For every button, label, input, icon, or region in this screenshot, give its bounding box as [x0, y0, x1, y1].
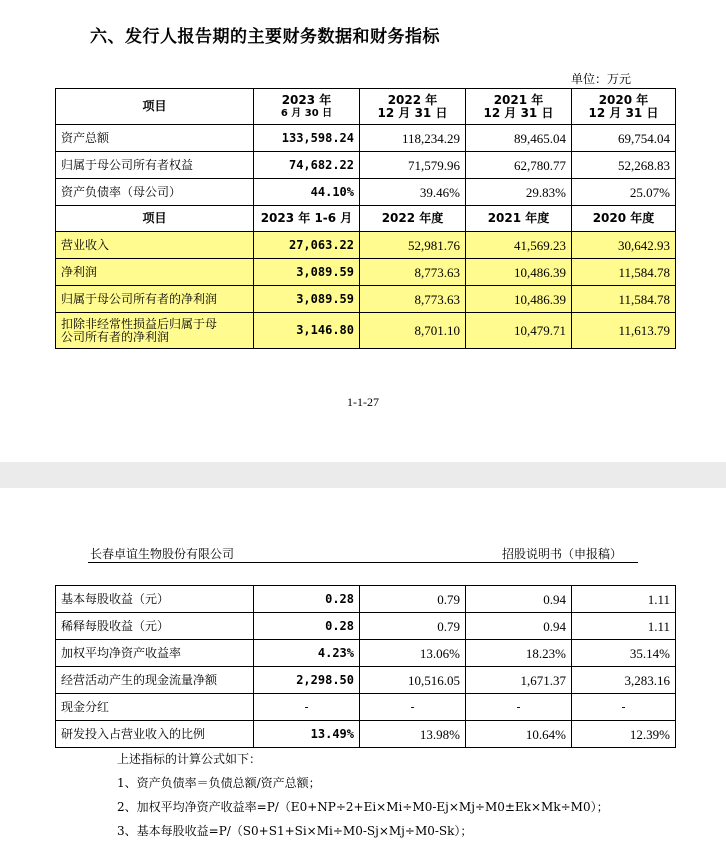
header-label: 项目 [56, 89, 254, 125]
cell-value: 8,773.63 [360, 286, 466, 313]
section-title: 六、发行人报告期的主要财务数据和财务指标 [90, 27, 440, 47]
header-date: 12 月 31 日 [483, 105, 554, 120]
cell-value: 41,569.23 [466, 232, 572, 259]
cell-value: 89,465.04 [466, 125, 572, 152]
cell-value: 3,089.59 [254, 286, 360, 313]
cell-value: 0.94 [466, 586, 572, 613]
table-row [56, 286, 676, 313]
cell-value: - [466, 694, 572, 721]
cell-value: 0.28 [254, 586, 360, 613]
page-gap [0, 462, 726, 488]
cell-value: 13.06% [360, 640, 466, 667]
table-row [56, 125, 676, 152]
header-cell [360, 89, 466, 125]
cell-value: 0.79 [360, 586, 466, 613]
row-label-line: 扣除非经常性损益后归属于母 [61, 316, 218, 331]
table-row [56, 179, 676, 206]
cell-value: 39.46% [360, 179, 466, 206]
cell-value: 27,063.22 [254, 232, 360, 259]
notes-intro: 上述指标的计算公式如下： [117, 752, 262, 766]
cell-value: 10,516.05 [360, 667, 466, 694]
row-label: 稀释每股收益（元） [56, 613, 254, 640]
row-label: 经营活动产生的现金流量净额 [56, 667, 254, 694]
cell-value: 1.11 [572, 613, 676, 640]
cell-value: 52,981.76 [360, 232, 466, 259]
page-number: 1-1-27 [347, 395, 379, 409]
cell-value: 10.64% [466, 721, 572, 748]
table-row [56, 313, 676, 349]
cell-value: 13.49% [254, 721, 360, 748]
cell-value: 69,754.04 [572, 125, 676, 152]
cell-value: 133,598.24 [254, 125, 360, 152]
document-type: 招股说明书（申报稿） [502, 547, 623, 561]
cell-value: 10,486.39 [466, 286, 572, 313]
cell-value: - [572, 694, 676, 721]
row-label: 归属于母公司所有者权益 [56, 152, 254, 179]
row-label: 净利润 [56, 259, 254, 286]
table-header-row [56, 89, 676, 125]
cell-value: 11,613.79 [572, 313, 676, 349]
header-year: 2020 年 [598, 92, 649, 107]
row-label: 资产负债率（母公司） [56, 179, 254, 206]
table-row [56, 694, 676, 721]
financial-indicator-table [55, 585, 676, 748]
cell-value: 35.14% [572, 640, 676, 667]
cell-value: 0.94 [466, 613, 572, 640]
cell-value: 25.07% [572, 179, 676, 206]
table-row [56, 259, 676, 286]
cell-value: 0.28 [254, 613, 360, 640]
cell-value: 11,584.78 [572, 259, 676, 286]
header-year: 2021 年 [493, 92, 544, 107]
cell-value: 1.11 [572, 586, 676, 613]
cell-value: 118,234.29 [360, 125, 466, 152]
cell-value: 10,479.71 [466, 313, 572, 349]
header-cell [254, 89, 360, 125]
subheader-cell: 2022 年度 [360, 206, 466, 232]
table-row [56, 613, 676, 640]
subheader-cell: 2023 年 1-6 月 [254, 206, 360, 232]
row-label: 现金分红 [56, 694, 254, 721]
header-year: 2023 年 [281, 92, 332, 107]
cell-value: 1,671.37 [466, 667, 572, 694]
cell-value: 13.98% [360, 721, 466, 748]
row-label-line: 公司所有者的净利润 [61, 329, 170, 344]
subheader-label: 项目 [56, 206, 254, 232]
table-row [56, 152, 676, 179]
cell-value: 29.83% [466, 179, 572, 206]
cell-value: 12.39% [572, 721, 676, 748]
row-label [56, 313, 254, 349]
cell-value: 71,579.96 [360, 152, 466, 179]
cell-value: 8,701.10 [360, 313, 466, 349]
cell-value: 10,486.39 [466, 259, 572, 286]
cell-value: 3,283.16 [572, 667, 676, 694]
subheader-cell: 2020 年度 [572, 206, 676, 232]
cell-value: 74,682.22 [254, 152, 360, 179]
cell-value: 3,146.80 [254, 313, 360, 349]
note-item: 2、加权平均净资产收益率=P/（E0+NP÷2+Ei×Mi÷M0-Ej×Mj÷M0±Ek×Mk÷M0）； [117, 800, 609, 814]
table-row [56, 586, 676, 613]
cell-value: 44.10% [254, 179, 360, 206]
unit-label: 单位：万元 [571, 72, 632, 86]
subheader-cell: 2021 年度 [466, 206, 572, 232]
cell-value: 2,298.50 [254, 667, 360, 694]
table-subheader-row [56, 206, 676, 232]
row-label: 加权平均净资产收益率 [56, 640, 254, 667]
financial-data-table [55, 88, 676, 349]
company-name: 长春卓谊生物股份有限公司 [90, 547, 235, 561]
row-label: 资产总额 [56, 125, 254, 152]
header-rule [88, 562, 638, 563]
row-label: 营业收入 [56, 232, 254, 259]
note-item: 3、基本每股收益=P/（S0+S1+Si×Mi÷M0-Sj×Mj÷M0-Sk）； [117, 824, 473, 838]
cell-value: 18.23% [466, 640, 572, 667]
header-date: 12 月 31 日 [377, 105, 448, 120]
page-2 [0, 488, 726, 838]
note-item: 1、资产负债率＝负债总额/资产总额； [117, 776, 321, 790]
cell-value: 62,780.77 [466, 152, 572, 179]
cell-value: 3,089.59 [254, 259, 360, 286]
table-row [56, 721, 676, 748]
header-cell [466, 89, 572, 125]
cell-value: 8,773.63 [360, 259, 466, 286]
table-row [56, 232, 676, 259]
header-date: 12 月 31 日 [588, 105, 659, 120]
cell-value: 52,268.83 [572, 152, 676, 179]
header-cell [572, 89, 676, 125]
row-label: 基本每股收益（元） [56, 586, 254, 613]
cell-value: 0.79 [360, 613, 466, 640]
row-label: 研发投入占营业收入的比例 [56, 721, 254, 748]
header-year: 2022 年 [387, 92, 438, 107]
table-row [56, 640, 676, 667]
table-row [56, 667, 676, 694]
cell-value: - [360, 694, 466, 721]
cell-value: 30,642.93 [572, 232, 676, 259]
formula-notes [117, 747, 609, 843]
header-date: 6 月 30 日 [280, 107, 333, 119]
cell-value: 11,584.78 [572, 286, 676, 313]
cell-value: 4.23% [254, 640, 360, 667]
row-label: 归属于母公司所有者的净利润 [56, 286, 254, 313]
cell-value: - [254, 694, 360, 721]
